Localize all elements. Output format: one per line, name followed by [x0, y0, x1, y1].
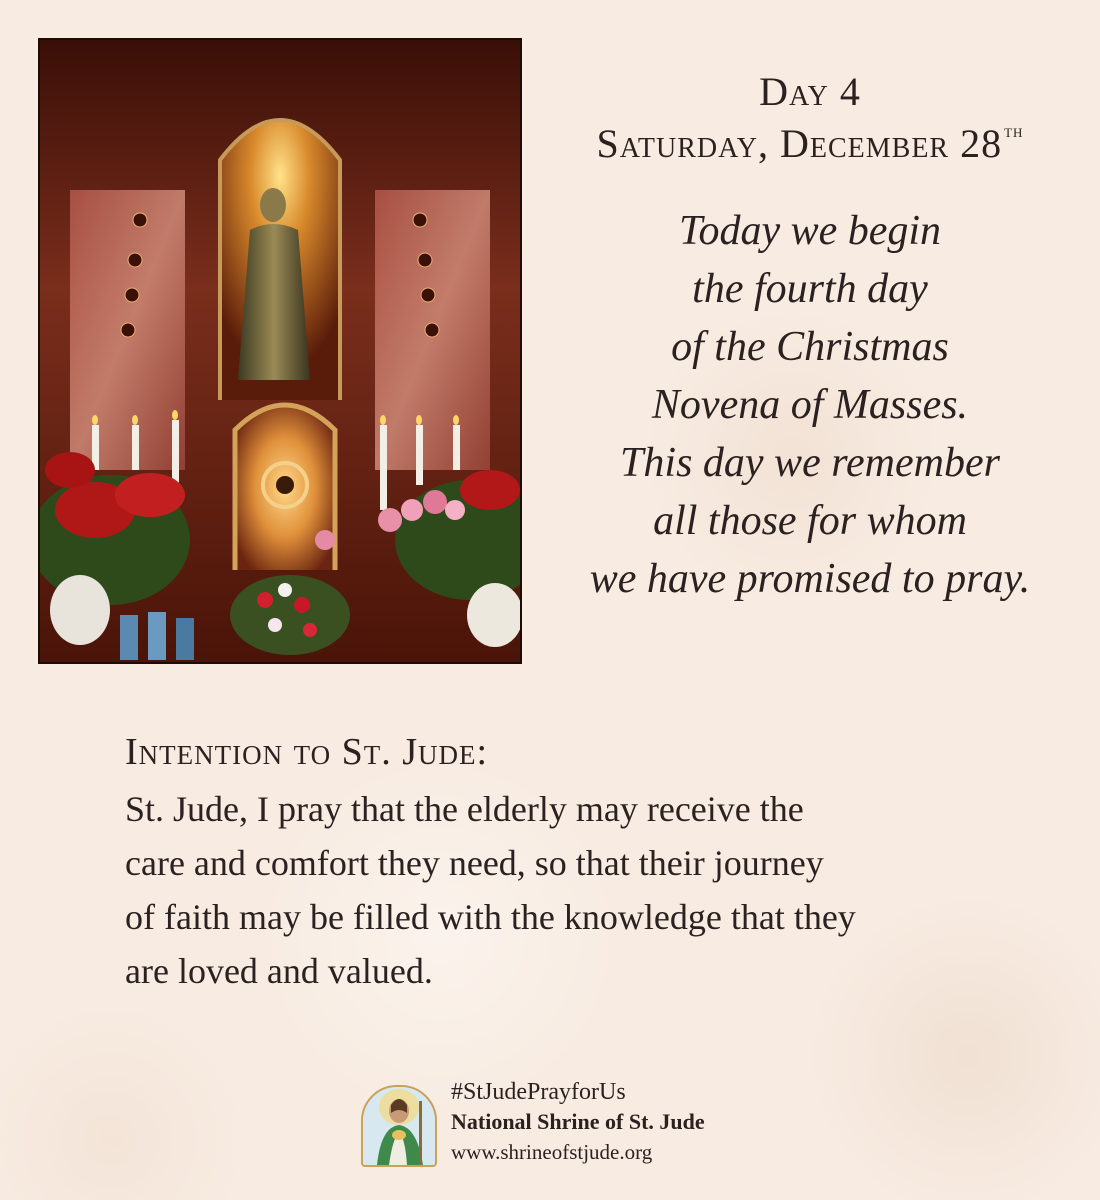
intention-line: of faith may be filled with the knowledge that they	[125, 897, 856, 937]
altar-photo	[38, 38, 522, 664]
prayer-line: the fourth day	[692, 266, 928, 312]
organization-name: National Shrine of St. Jude	[451, 1109, 705, 1134]
prayer-line: we have promised to pray.	[589, 556, 1031, 602]
date-text: Saturday, December 28	[596, 121, 1003, 166]
prayer-text	[540, 202, 1080, 608]
prayer-line: all those for whom	[653, 498, 967, 544]
medallion-image	[363, 1087, 435, 1165]
intention-title: Intention to St. Jude:	[125, 731, 489, 773]
footer	[451, 1077, 705, 1167]
date-ordinal-suffix: th	[1004, 121, 1024, 141]
prayer-line: of the Christmas	[671, 324, 949, 370]
website-link[interactable]: www.shrineofstjude.org	[451, 1140, 653, 1164]
prayer-line: Today we begin	[678, 208, 942, 254]
hashtag: #StJudePrayforUs	[451, 1079, 626, 1105]
intention-line: are loved and valued.	[125, 951, 433, 991]
date-heading	[540, 120, 1080, 167]
intention-line: care and comfort they need, so that their journey	[125, 843, 824, 883]
day-title: Day 4	[759, 69, 861, 114]
prayer-line: This day we remember	[620, 440, 1000, 486]
intention-text	[125, 782, 1025, 998]
altar-illustration	[40, 40, 520, 662]
prayer-line: Novena of Masses.	[651, 382, 969, 428]
st-jude-medallion-icon	[361, 1085, 437, 1167]
intention-line: St. Jude, I pray that the elderly may receive the	[125, 789, 804, 829]
